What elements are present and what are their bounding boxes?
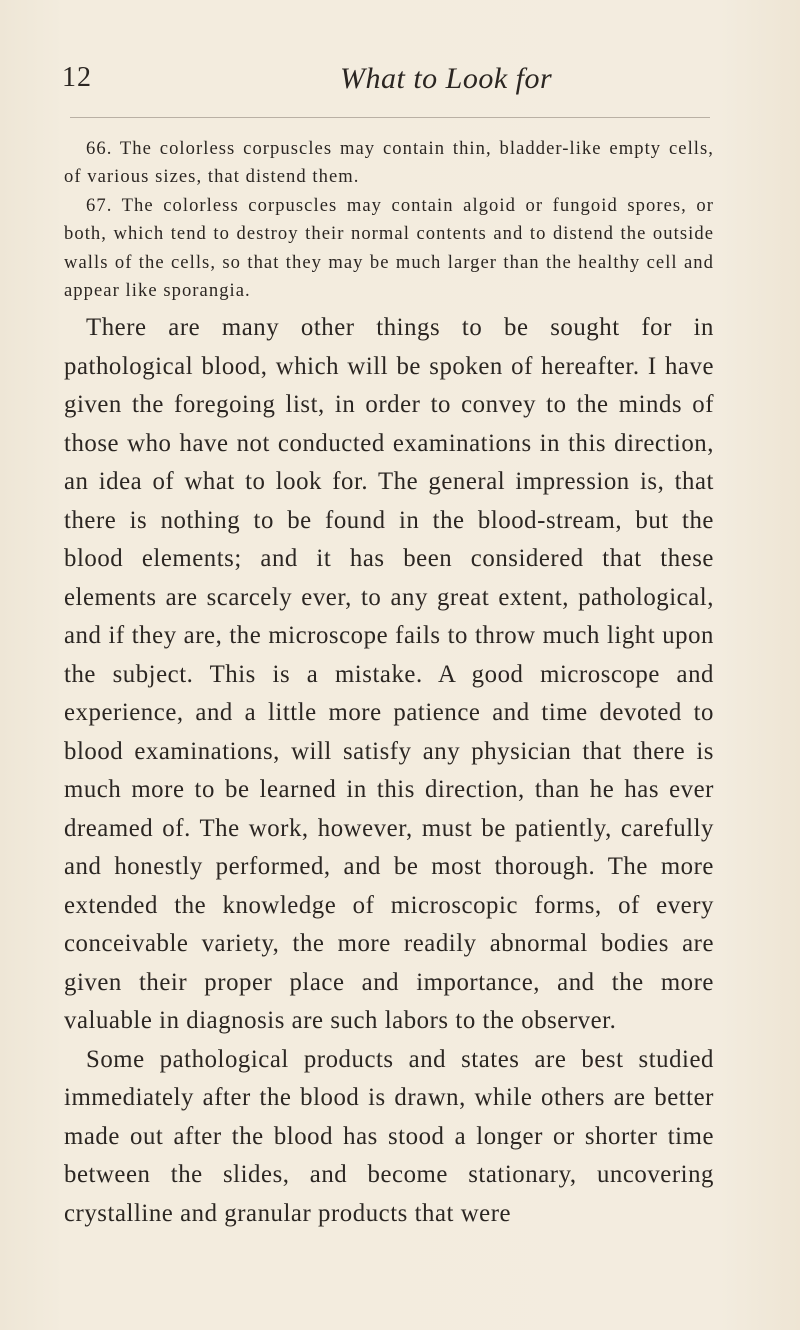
item-66: 66. The colorless corpuscles may contain thin, bladder-like empty cells, of various sizes, that distend them. [64, 138, 714, 188]
item-67: 67. The colorless corpuscles may contain algoid or fungoid spores, or both, which tend to destroy their normal contents and to distend the outside walls of the cells, so that they may be much larger than the healthy cell and appear like sporangia. [64, 194, 714, 302]
paragraph-pathological-blood: There are many other things to be sought for in pathological blood, which will be spoken of hereafter. I have given the foregoing list, in order to convey to the minds of those who have not conducted examinations in this direction, an idea of what to look for. The general impression is, that there is nothing to be found in the blood-stream, but the blood elements; and it has been considered that these elements are scarcely ever, to any great extent, pathological, and if they are, the microscope fails to throw much light upon the subject. This is a mistake. A good microscope and experience, and a little more patience and time devoted to blood examinations, will satisfy any physician that there is much more to be learned in this direction, than he has ever dreamed of. The work, however, must be patiently, carefully and honestly performed, and be most thorough. The more extended the knowledge of microscopic forms, of every conceivable variety, the more readily abnormal bodies are given their proper place and importance, and the more valuable in diagnosis are such labors to the observer. [64, 314, 714, 1034]
page-header [62, 62, 722, 102]
paragraph-pathological-products: Some pathological products and states are best studied immediately after the blood is drawn, while others are better made out after the blood has stood a longer or shorter time between the slides, and become stationary, uncovering crystalline and granular products that were [64, 1045, 714, 1227]
page-number: 12 [62, 62, 92, 93]
running-head: What to Look for [340, 62, 553, 95]
header-rule [70, 117, 710, 118]
body-text [64, 309, 714, 1233]
numbered-items [64, 135, 714, 305]
